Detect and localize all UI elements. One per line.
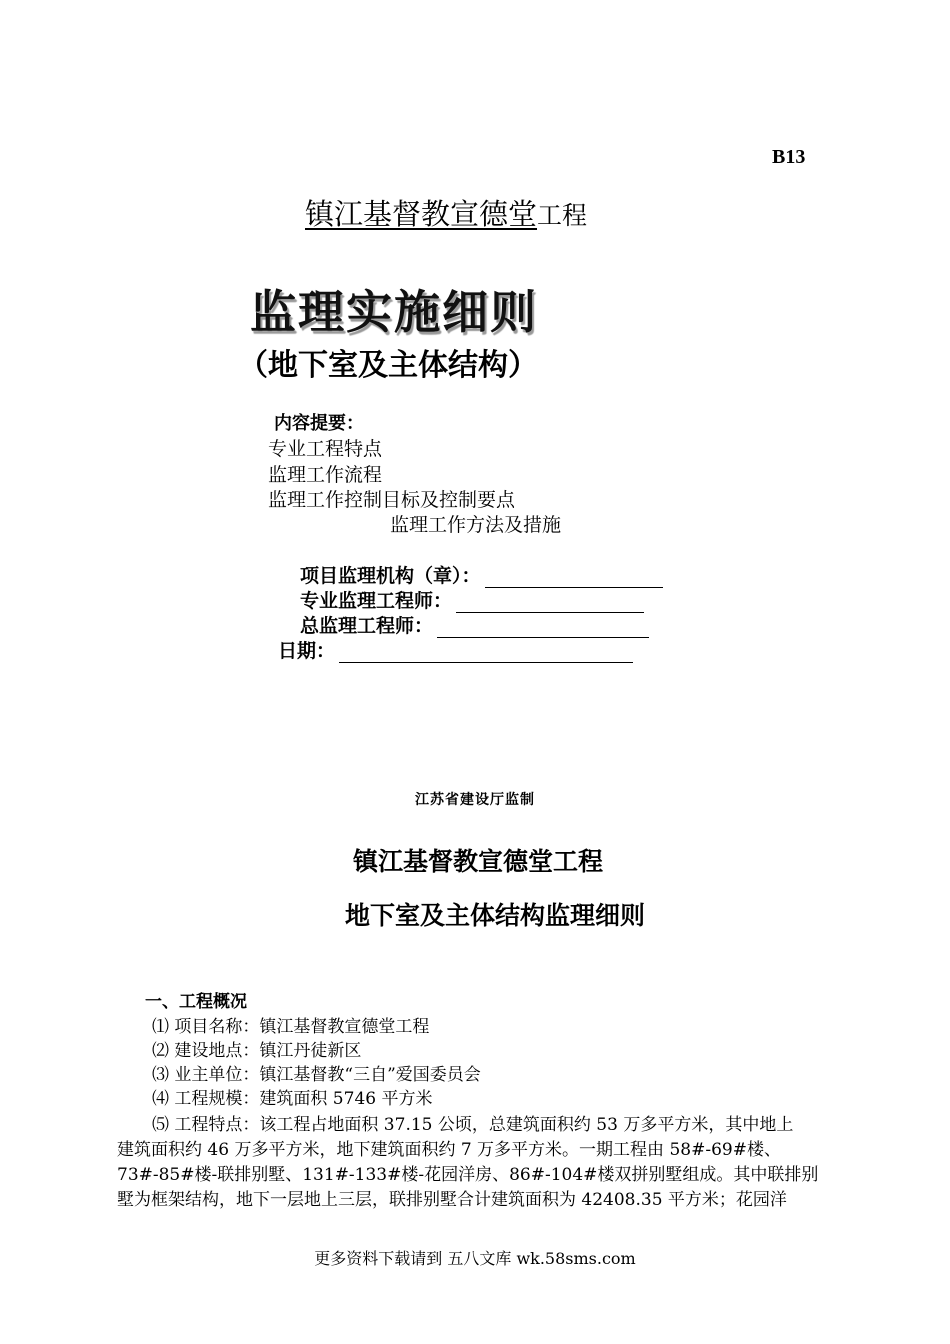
toc-heading: 内容提要： bbox=[274, 413, 364, 434]
cover-project-suffix: 工程 bbox=[537, 201, 588, 230]
footer-text: 更多资料下载请到 五八文库 wk.58sms.com bbox=[314, 1249, 636, 1268]
signature-blank bbox=[339, 644, 633, 663]
signature-row-org bbox=[300, 561, 663, 588]
overview-item: ⑵ 建设地点：镇江丹徒新区 bbox=[152, 1041, 362, 1061]
signature-row-specialist bbox=[300, 586, 644, 613]
document-title-line2: 地下室及主体结构监理细则 bbox=[345, 901, 646, 930]
toc-item: 专业工程特点 bbox=[268, 438, 383, 460]
cover-project-name: 镇江基督教宣德堂 bbox=[305, 197, 538, 231]
cover-subtitle: （地下室及主体结构） bbox=[238, 348, 538, 383]
overview-item: ⑴ 项目名称：镇江基督教宣德堂工程 bbox=[152, 1017, 430, 1037]
signature-label: 项目监理机构（章）： bbox=[300, 565, 481, 587]
document-title-line1: 镇江基督教宣德堂工程 bbox=[353, 847, 604, 876]
signature-row-chief bbox=[300, 611, 649, 638]
toc-item: 监理工作控制目标及控制要点 bbox=[268, 489, 516, 511]
features-line: ⑸ 工程特点：该工程占地面积 37.15 公顷，总建筑面积约 53 万多平方米，其中地上 bbox=[152, 1115, 794, 1135]
section-heading: 一、工程概况 bbox=[145, 992, 247, 1012]
toc-item: 监理工作方法及措施 bbox=[390, 514, 562, 536]
features-line: 建筑面积约 46 万多平方米，地下建筑面积约 7 万多平方米。一期工程由 58#-69#楼、 bbox=[117, 1140, 781, 1160]
issuer-text: 江苏省建设厅监制 bbox=[415, 792, 535, 808]
cover-project-title bbox=[305, 192, 587, 233]
signature-label: 专业监理工程师： bbox=[300, 590, 453, 612]
document-code: B13 bbox=[772, 146, 806, 168]
toc-item: 监理工作流程 bbox=[268, 464, 383, 486]
overview-item: ⑷ 工程规模：建筑面积 5746 平方米 bbox=[152, 1089, 433, 1109]
features-line: 73#-85#楼-联排别墅、131#-133#楼-花园洋房、86#-104#楼双拼别墅组成。其中联排别 bbox=[117, 1165, 819, 1185]
features-line: 墅为框架结构，地下一层地上三层，联排别墅合计建筑面积为 42408.35 平方米；花园洋 bbox=[117, 1190, 787, 1210]
overview-item: ⑶ 业主单位：镇江基督教“三自”爱国委员会 bbox=[152, 1065, 481, 1085]
signature-label: 日期： bbox=[278, 640, 336, 662]
signature-row-date bbox=[278, 636, 633, 663]
signature-label: 总监理工程师： bbox=[300, 615, 434, 637]
cover-main-title: 监理实施细则 bbox=[250, 285, 538, 339]
